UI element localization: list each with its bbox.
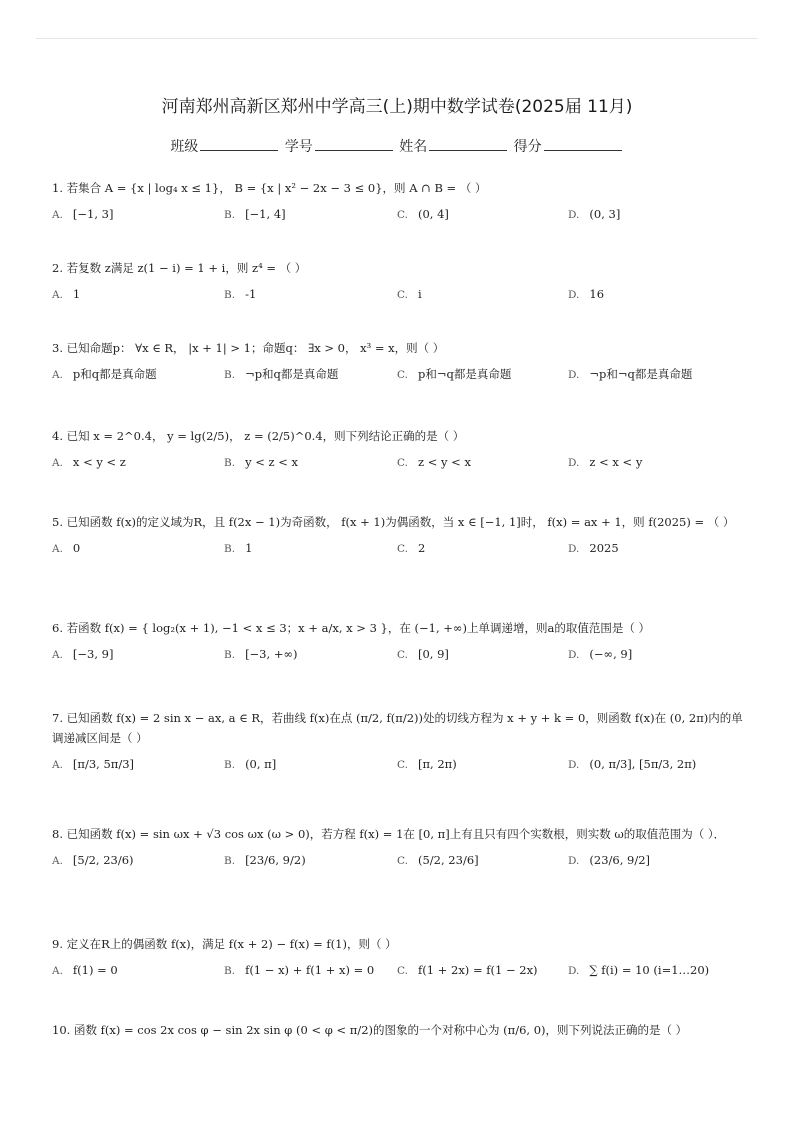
option-b[interactable]: B. (0, π] <box>224 757 277 771</box>
option-c[interactable]: C. 2 <box>397 541 426 555</box>
class-label: 班级 <box>170 139 199 155</box>
option-c[interactable]: C. z < y < x <box>397 455 471 469</box>
option-c[interactable]: C. [0, 9] <box>397 647 449 661</box>
option-a[interactable]: A. 1 <box>52 287 81 301</box>
option-c[interactable]: C. p和¬q都是真命题 <box>397 367 512 381</box>
options-row <box>52 538 754 562</box>
option-a[interactable]: A. [5/2, 23/6) <box>52 853 134 867</box>
question-stem: 3. 已知命题p： ∀x ∈ R， |x + 1| > 1；命题q： ∃x > 0， x³ = x，则（ ） <box>52 341 445 355</box>
question-6 <box>52 618 754 668</box>
options-row <box>52 644 754 668</box>
question-stem: 2. 若复数 z满足 z(1 − i) = 1 + i，则 z⁴ = （ ） <box>52 261 307 275</box>
options-row <box>52 452 754 476</box>
option-b[interactable]: B. f(1 − x) + f(1 + x) = 0 <box>224 963 375 977</box>
score-blank <box>544 138 622 151</box>
option-b[interactable]: B. ¬p和q都是真命题 <box>224 367 339 381</box>
number-label: 学号 <box>284 139 313 155</box>
option-c[interactable]: C. f(1 + 2x) = f(1 − 2x) <box>397 963 538 977</box>
question-stem: 9. 定义在R上的偶函数 f(x)，满足 f(x + 2) − f(x) = f(1)，则（ ） <box>52 937 397 951</box>
question-stem: 10. 函数 f(x) = cos 2x cos φ − sin 2x sin φ (0 < φ < π/2)的图象的一个对称中心为 (π/6, 0)，则下列说法正确的是（ ） <box>52 1023 688 1037</box>
option-a[interactable]: A. p和q都是真命题 <box>52 367 157 381</box>
question-stem: 7. 已知函数 f(x) = 2 sin x − ax, a ∈ R，若曲线 f(x)在点 (π/2, f(π/2))处的切线方程为 x + y + k = 0，则函数 f(x)在 (0, 2π)内的单调递减区间是（ ） <box>52 711 743 745</box>
student-info-line <box>0 136 794 156</box>
header-divider <box>36 38 758 39</box>
number-blank <box>315 138 393 151</box>
page-title: 河南郑州高新区郑州中学高三(上)期中数学试卷(2025届 11月) <box>161 97 633 117</box>
option-a[interactable]: A. x < y < z <box>52 455 126 469</box>
question-3 <box>52 338 754 388</box>
options-row <box>52 754 754 778</box>
class-blank <box>200 138 278 151</box>
option-c[interactable]: C. (0, 4] <box>397 207 449 221</box>
option-a[interactable]: A. [−3, 9] <box>52 647 114 661</box>
option-d[interactable]: D. 16 <box>568 287 605 301</box>
question-8 <box>52 824 754 874</box>
option-d[interactable]: D. (23/6, 9/2] <box>568 853 651 867</box>
options-row <box>52 284 754 308</box>
option-b[interactable]: B. -1 <box>224 287 257 301</box>
option-c[interactable]: C. [π, 2π) <box>397 757 457 771</box>
question-10 <box>52 1020 754 1040</box>
question-1 <box>52 178 754 228</box>
option-d[interactable]: D. 2025 <box>568 541 619 555</box>
option-a[interactable]: A. [−1, 3] <box>52 207 114 221</box>
option-c[interactable]: C. (5/2, 23/6] <box>397 853 479 867</box>
options-row <box>52 850 754 874</box>
question-7 <box>52 708 754 778</box>
option-d[interactable]: D. ∑ f(i) = 10 (i=1…20) <box>568 963 710 977</box>
option-d[interactable]: D. ¬p和¬q都是真命题 <box>568 367 693 381</box>
option-b[interactable]: B. [23/6, 9/2) <box>224 853 306 867</box>
option-b[interactable]: B. [−3, +∞) <box>224 647 298 661</box>
question-9 <box>52 934 754 984</box>
score-label: 得分 <box>513 139 542 155</box>
options-row <box>52 204 754 228</box>
option-d[interactable]: D. (0, π/3], [5π/3, 2π) <box>568 757 697 771</box>
option-d[interactable]: D. (0, 3] <box>568 207 621 221</box>
option-b[interactable]: B. y < z < x <box>224 455 298 469</box>
name-blank <box>429 138 507 151</box>
options-row <box>52 960 754 984</box>
option-a[interactable]: A. 0 <box>52 541 81 555</box>
name-label: 姓名 <box>399 139 428 155</box>
question-stem: 4. 已知 x = 2^0.4， y = lg(2/5)， z = (2/5)^0.4，则下列结论正确的是（ ） <box>52 429 465 443</box>
question-2 <box>52 258 754 308</box>
option-c[interactable]: C. i <box>397 287 422 301</box>
option-b[interactable]: B. [−1, 4] <box>224 207 286 221</box>
question-stem: 1. 若集合 A = {x | log₄ x ≤ 1}， B = {x | x² − 2x − 3 ≤ 0}，则 A ∩ B = （ ） <box>52 181 487 195</box>
question-5 <box>52 512 754 562</box>
question-stem: 6. 若函数 f(x) = { log₂(x + 1), −1 < x ≤ 3；x + a/x, x > 3 }，在 (−1, +∞)上单调递增，则a的取值范围是（ ） <box>52 621 650 635</box>
option-d[interactable]: D. z < x < y <box>568 455 643 469</box>
options-row <box>52 364 754 388</box>
option-a[interactable]: A. f(1) = 0 <box>52 963 118 977</box>
option-a[interactable]: A. [π/3, 5π/3] <box>52 757 135 771</box>
question-4 <box>52 426 754 476</box>
option-b[interactable]: B. 1 <box>224 541 253 555</box>
question-stem: 5. 已知函数 f(x)的定义域为R，且 f(2x − 1)为奇函数， f(x + 1)为偶函数，当 x ∈ [−1, 1]时， f(x) = ax + 1，则 f(2025) = （ ） <box>52 515 735 529</box>
question-stem: 8. 已知函数 f(x) = sin ωx + √3 cos ωx (ω > 0)，若方程 f(x) = 1在 [0, π]上有且只有四个实数根，则实数 ω的取值范围为（ ）． <box>52 827 726 841</box>
option-d[interactable]: D. (−∞, 9] <box>568 647 633 661</box>
